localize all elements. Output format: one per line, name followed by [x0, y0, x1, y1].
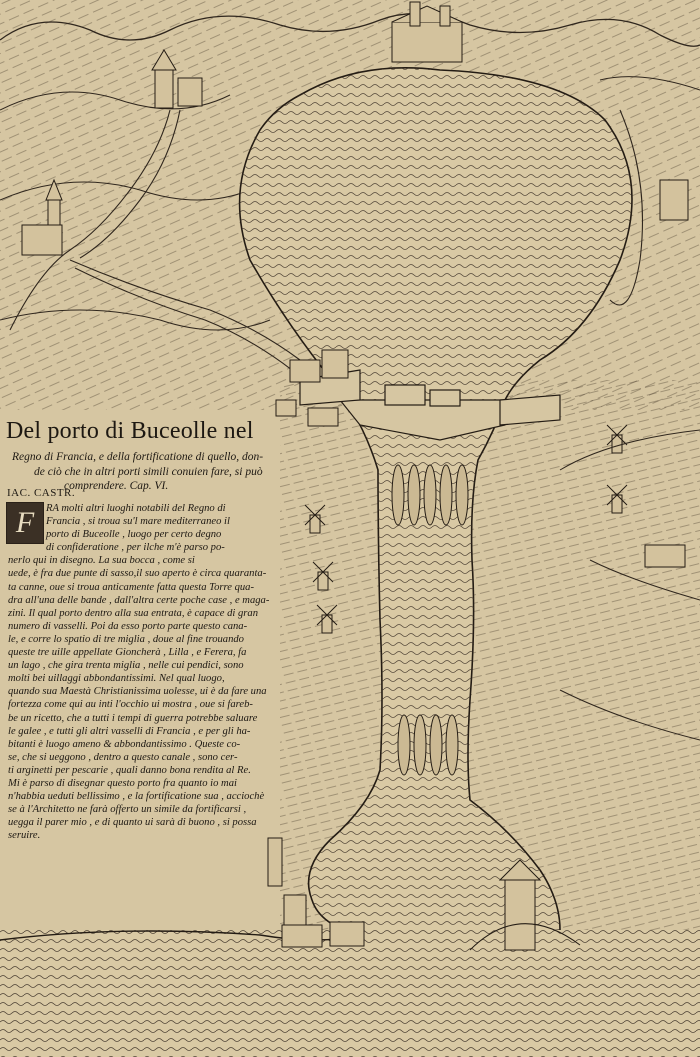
body-line: se, che si ueggono , dentro a questo canale , sono cer-	[8, 751, 238, 763]
body-line: molti bei uillaggi abbondantissimi. Nel qual luogo,	[8, 673, 225, 685]
body-line: dra all'una delle bande , dall'altra certe poche case , e maga-	[8, 594, 270, 606]
body-line: un lago , che gira trenta miglia , nelle cui pendici, sono	[8, 660, 244, 672]
body-line: seruire.	[8, 830, 41, 842]
body-line: Francia , si troua su'l mare mediterraneo il	[46, 516, 230, 528]
subtitle-line: Regno di Francia, e della fortificatione di quello, don-	[12, 451, 264, 463]
body-line: porto di Buceolle , luogo per certo degno	[46, 529, 222, 541]
chapter-body	[8, 502, 272, 842]
body-line: di confideratione , per ilche m'è parso po-	[46, 542, 225, 554]
body-line: uede, è fra due punte di sasso,il suo aperto è circa quaranta-	[8, 568, 267, 580]
drop-capital: F	[6, 502, 44, 544]
chapter-title: Del porto di Buceolle nel	[6, 418, 254, 444]
body-line: numero di vasselli. Poi da esso porto parte questo cana-	[8, 620, 248, 632]
body-line: se à l'Architetto ne farà offerto un simile da fortificarsi ,	[8, 804, 247, 816]
body-line: le, e corre lo spatio di tre miglia , doue al fine trouando	[8, 633, 244, 645]
body-line: ta canne, oue si troua anticamente fatta questa Torre qua-	[8, 581, 254, 593]
subtitle-line: de ciò che in altri porti simili conuien fare, si può	[34, 465, 263, 478]
body-line: ti arginetti per pescarie , quali danno bona rendita al Re.	[8, 764, 251, 776]
body-line: quando sua Maestà Christianissima uolesse, ui è da fare una	[8, 686, 267, 698]
body-line: queste tre uille appellate Gioncherà , Lilla , e Ferera, fa	[8, 647, 247, 659]
body-line: bitanti è luogo ameno & abbondantissimo . Queste co-	[8, 738, 241, 750]
body-line: RA molti altri luoghi notabili del Regno di	[46, 503, 226, 514]
body-line: le galee , e tutti gli altri vasselli di Francia , e per gli ha-	[8, 725, 251, 737]
body-line: fortezza come qui au inti l'occhio ui mostra , oue si fareb-	[8, 699, 253, 711]
body-line: uegga il parer mio , e di quanto ui sarà di buono , si possa	[8, 817, 257, 829]
body-line: Mi è parso di disegnar questo porto fra quanto io mai	[8, 777, 237, 789]
subtitle-line: comprendere. Cap. VI.	[64, 480, 169, 492]
body-line: nerlo qui in disegno. La sua bocca , come si	[8, 555, 195, 567]
author-name: IAC. CASTR.	[7, 487, 76, 499]
body-line: zini. Il qual porto dentro alla sua entrata, è capace di gran	[8, 607, 259, 619]
body-line: n'habbia ueduti bellissimo , e la fortificatione sua , acciochè	[8, 791, 265, 803]
body-line: be un ricetto, che a tutti i tempi di guerra potrebbe saluare	[8, 712, 258, 724]
